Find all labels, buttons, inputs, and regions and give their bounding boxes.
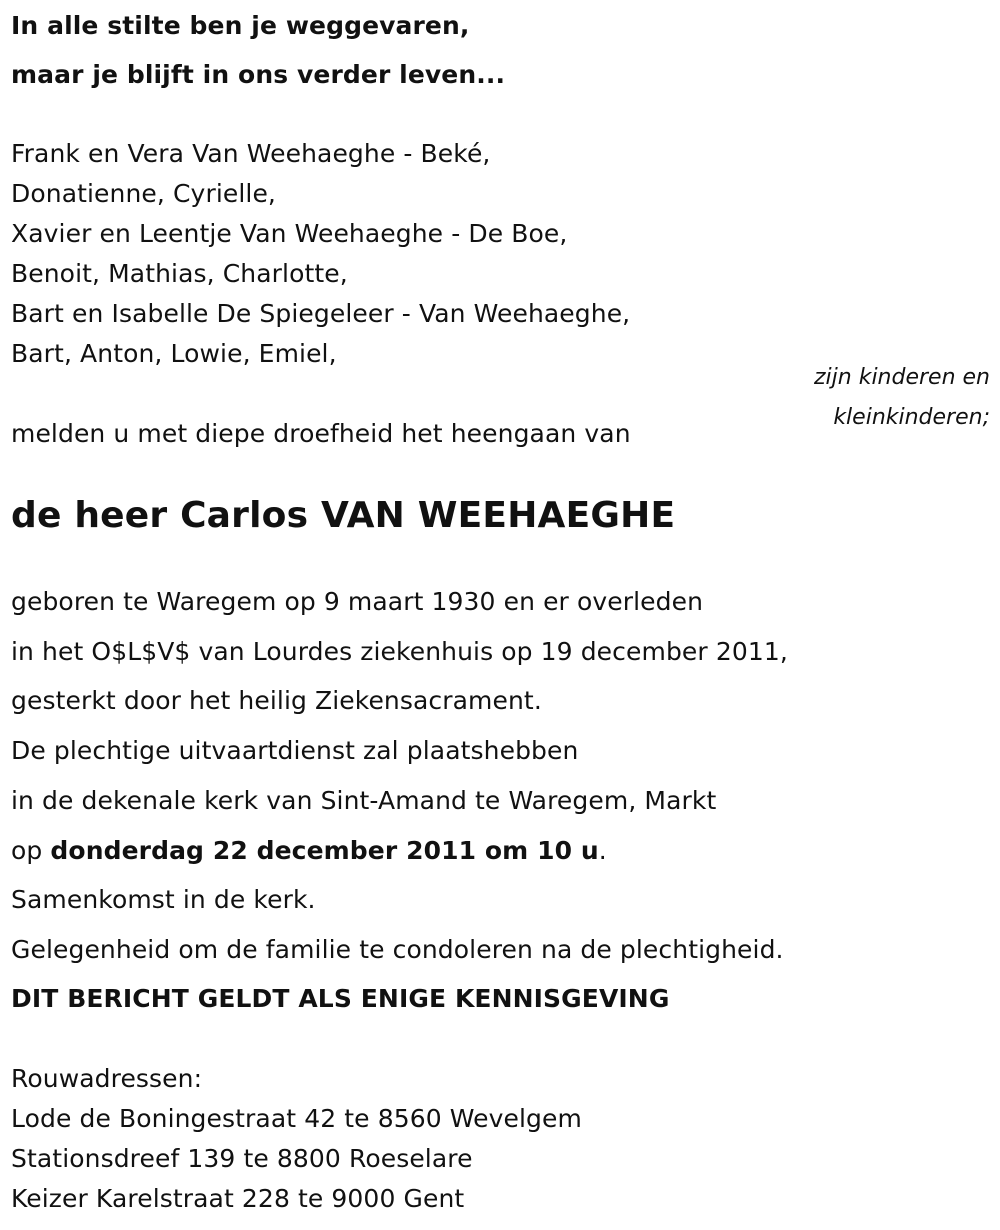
- after-line-1: Samenkomst in de kerk.: [11, 885, 316, 914]
- deceased-name: de heer Carlos VAN WEEHAEGHE: [11, 495, 676, 536]
- address-line-1: Lode de Boningestraat 42 te 8560 Wevelgem: [11, 1104, 582, 1133]
- details-line-2: in het O$L$V$ van Lourdes ziekenhuis op 19 december 2011,: [11, 637, 788, 666]
- announcement-text: melden u met diepe droefheid het heengaan van: [11, 419, 631, 448]
- details-line-4: De plechtige uitvaartdienst zal plaatshebben: [11, 736, 579, 765]
- service-date: donderdag 22 december 2011 om 10 u: [50, 836, 599, 865]
- motto-line-1: In alle stilte ben je weggevaren,: [11, 11, 470, 40]
- family-line-6: Bart, Anton, Lowie, Emiel,: [11, 339, 337, 368]
- details-line-5: in de dekenale kerk van Sint-Amand te Waregem, Markt: [11, 786, 717, 815]
- relation-line-2: kleinkinderen;: [833, 405, 990, 430]
- motto-line-2: maar je blijft in ons verder leven...: [11, 60, 506, 89]
- relation-line-1: zijn kinderen en: [814, 365, 990, 390]
- family-line-5: Bart en Isabelle De Spiegeleer - Van Weehaeghe,: [11, 299, 631, 328]
- address-line-2: Stationsdreef 139 te 8800 Roeselare: [11, 1144, 473, 1173]
- family-line-4: Benoit, Mathias, Charlotte,: [11, 259, 348, 288]
- address-line-3: Keizer Karelstraat 228 te 9000 Gent: [11, 1184, 465, 1213]
- family-line-2: Donatienne, Cyrielle,: [11, 179, 276, 208]
- details-line-3: gesterkt door het heilig Ziekensacrament.: [11, 686, 542, 715]
- service-suffix: .: [598, 836, 607, 865]
- service-line: [11, 836, 607, 866]
- after-line-2: Gelegenheid om de familie te condoleren na de plechtigheid.: [11, 935, 784, 964]
- service-prefix: op: [11, 836, 51, 865]
- family-line-3: Xavier en Leentje Van Weehaeghe - De Boe,: [11, 219, 568, 248]
- family-line-1: Frank en Vera Van Weehaeghe - Beké,: [11, 139, 491, 168]
- addresses-label: Rouwadressen:: [11, 1064, 203, 1093]
- details-line-1: geboren te Waregem op 9 maart 1930 en er overleden: [11, 587, 704, 616]
- notice-text: DIT BERICHT GELDT ALS ENIGE KENNISGEVING: [11, 984, 670, 1013]
